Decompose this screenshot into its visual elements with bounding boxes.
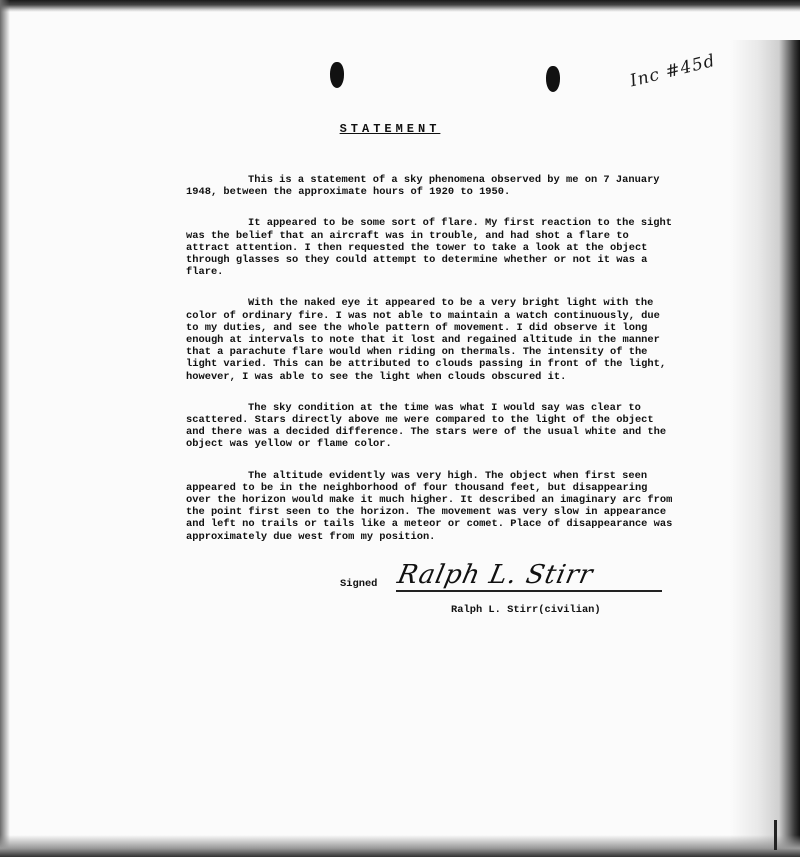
scan-edge-bottom — [0, 835, 800, 857]
scan-mark — [774, 820, 777, 850]
statement-body — [186, 174, 676, 562]
paragraph: This is a statement of a sky phenomena observed by me on 7 January 1948, between the approximate hours of 1920 to 1950. — [186, 174, 660, 199]
signature-line — [396, 590, 662, 592]
scan-edge-right — [730, 40, 800, 857]
handwritten-note: Inc #45d — [628, 50, 718, 92]
signed-label: Signed — [340, 578, 378, 590]
punch-hole-left — [330, 62, 344, 88]
handwritten-signature: Ralph L. Stirr — [394, 560, 597, 590]
scan-edge-top — [0, 0, 800, 12]
typed-signer-name: Ralph L. Stirr(civilian) — [451, 604, 601, 616]
paragraph: It appeared to be some sort of flare. My first reaction to the sight was the belief that an aircraft was in trouble, and had shot a flare to attract attention. I then requested the tower to take a look at the object through glasses so they could attempt to determine whether or not it was a flare. — [186, 217, 673, 279]
signature-block — [340, 560, 670, 620]
paragraph: The altitude evidently was very high. The object when first seen appeared to be in the neighborhood of four thousand feet, but disappearing over the horizon would make it much higher. It described an imaginary arc from the point first seen to the horizon. The movement was very slow in appearance and left no trails or tails like a meteor or comet. Place of disappearance was approximately due west from my position. — [186, 469, 673, 543]
document-title: STATEMENT — [339, 122, 441, 136]
paragraph: The sky condition at the time was what I would say was clear to scattered. Stars directly above me were compared to the light of the object and there was a decided difference. The stars were of the usual white and the object was yellow or flame color. — [186, 401, 667, 451]
paragraph: With the naked eye it appeared to be a very bright light with the color of ordinary fire. I was not able to maintain a watch continuously, due to my duties, and see the whole pattern of movement. I did observe it long enough at intervals to note that it lost and regained altitude in the manner that a parachute flare would when riding on thermals. The intensity of the light varied. This can be attributed to clouds passing in front of the light, however, I was able to see the light when clouds obscured it. — [186, 297, 667, 383]
punch-hole-right — [546, 66, 560, 92]
